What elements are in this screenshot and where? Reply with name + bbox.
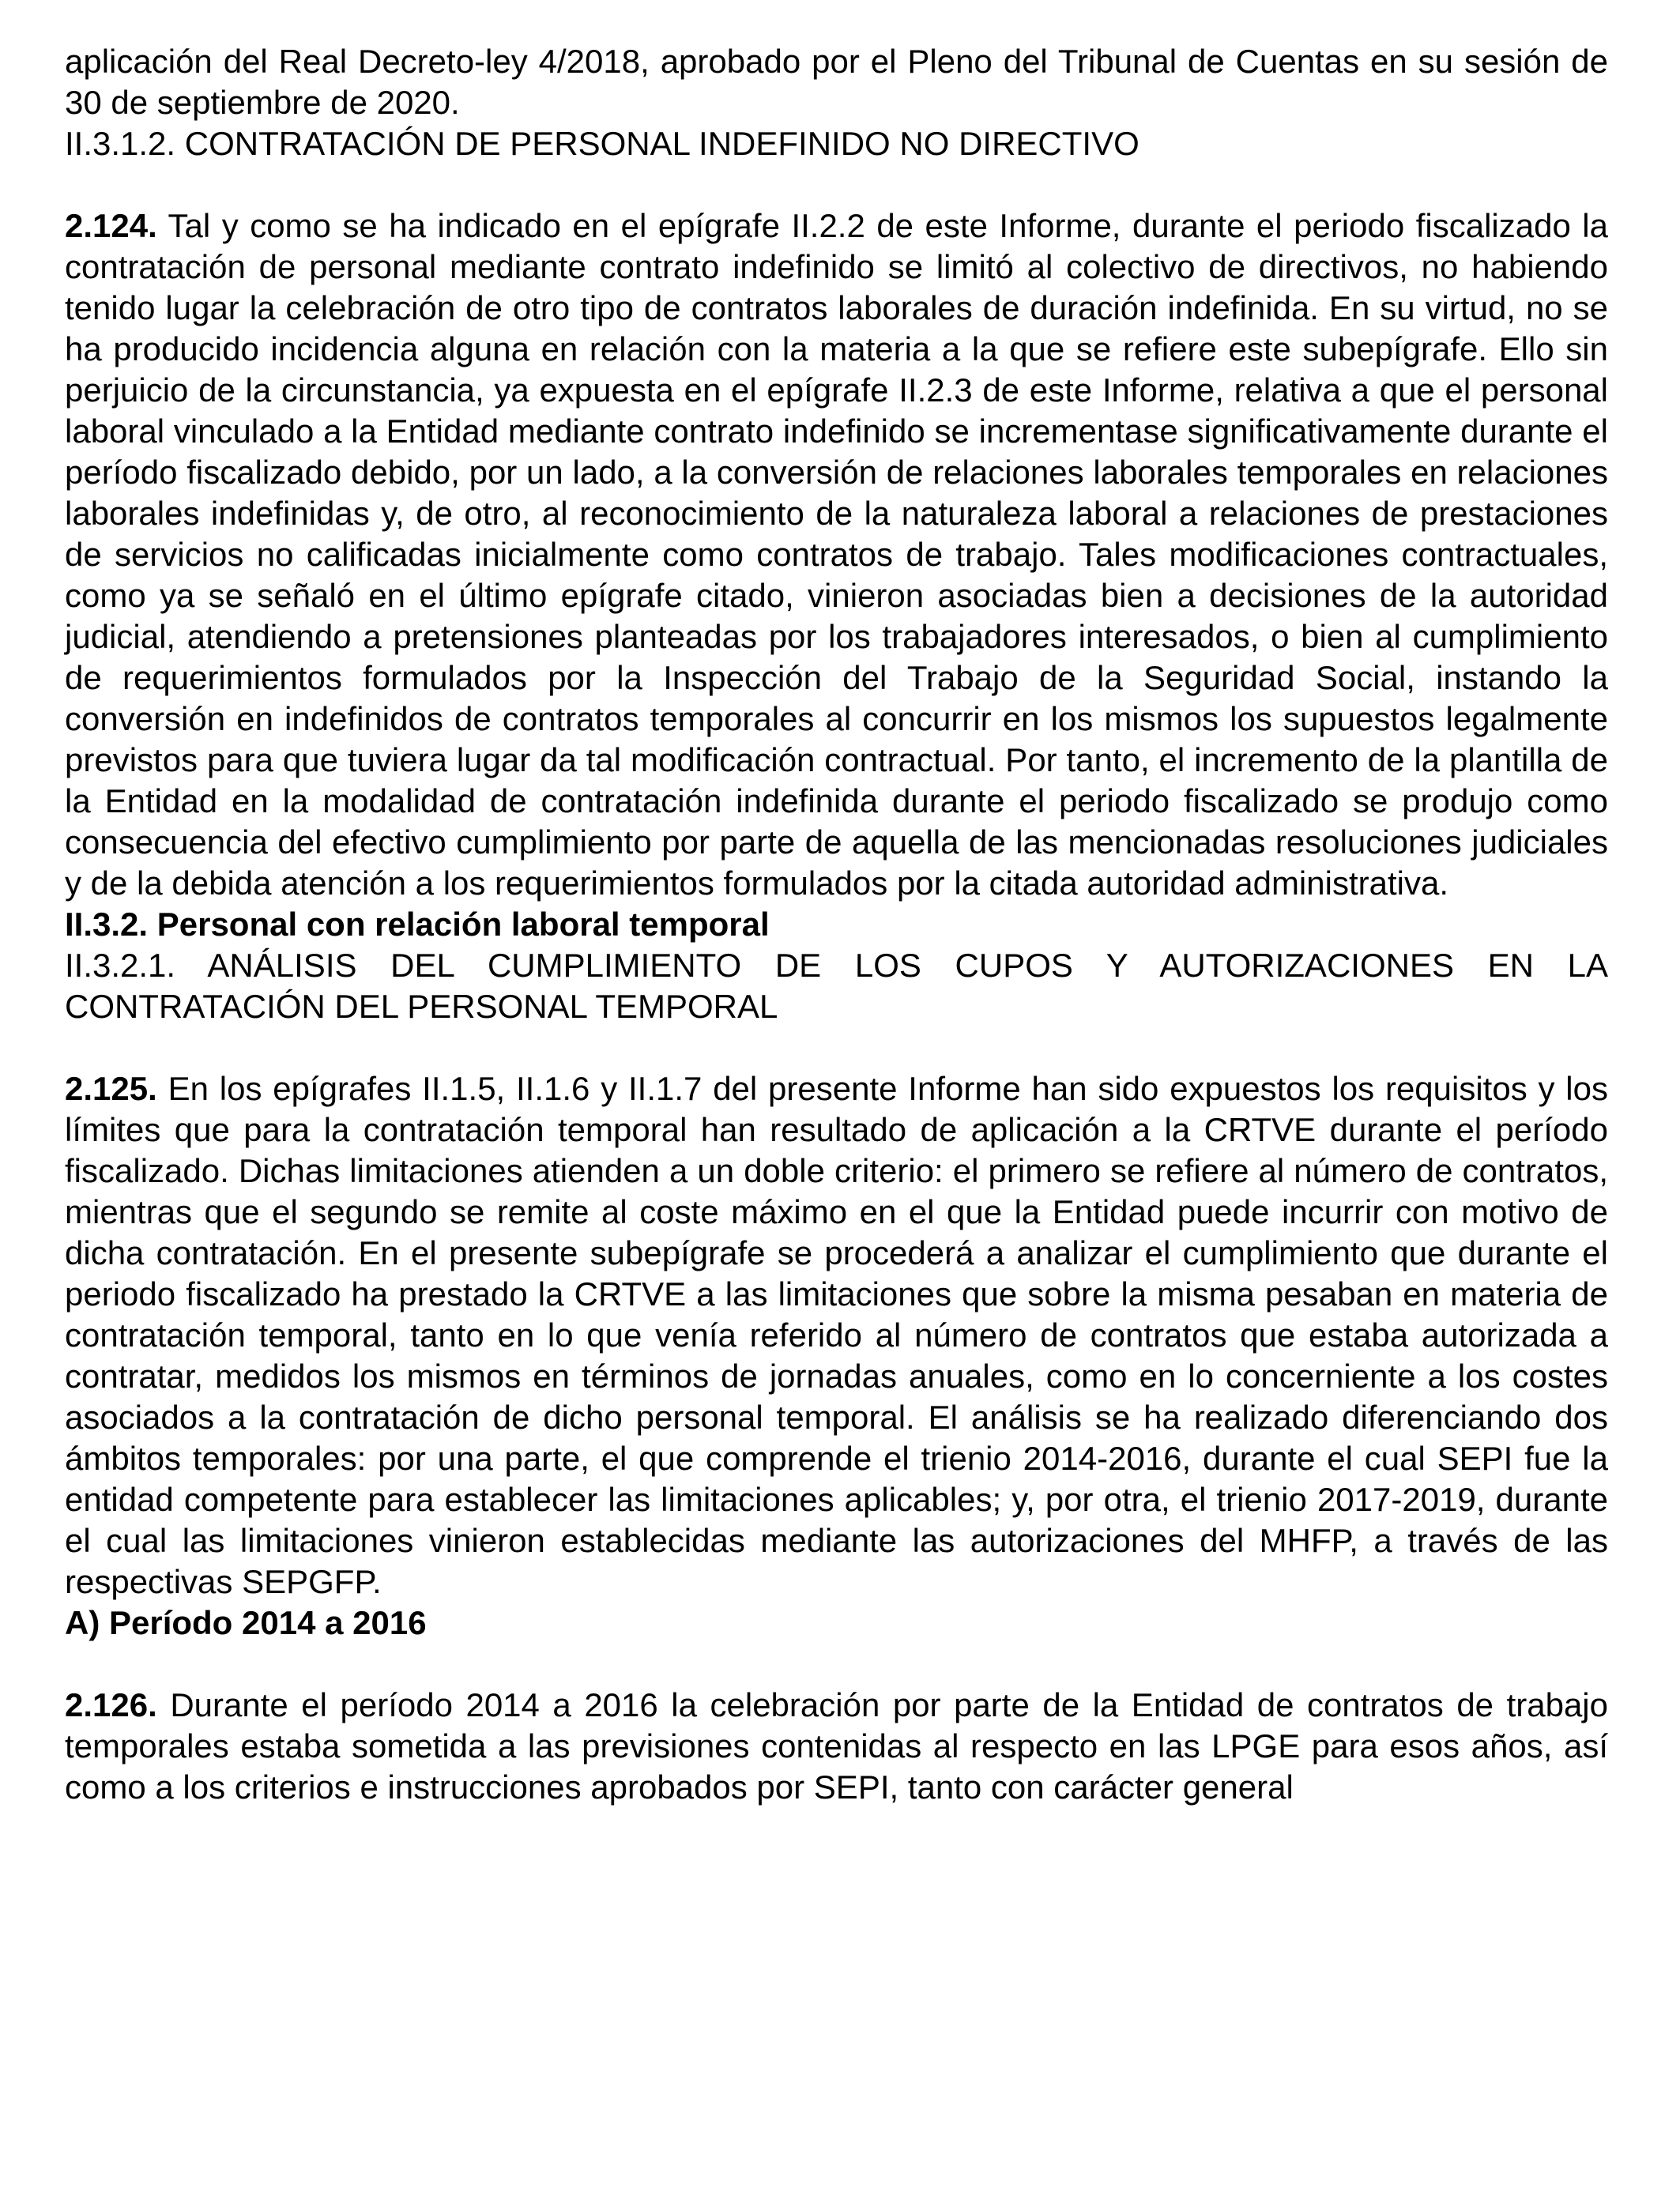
section-heading-2-3-2: II.3.2. Personal con relación laboral temporal [65, 906, 770, 943]
paragraph-2-124 [65, 205, 1608, 904]
paragraph-text: Tal y como se ha indicado en el epígrafe II.2.2 de este Informe, durante el periodo fiscalizado la contratación de personal mediante contrato indefinido se limitó al colectivo de directivos, no habiendo tenido lugar la celebración de otro tipo de contratos laborales de duración indefinida. En su virtud, no se ha producido incidencia alguna en relación con la materia a la que se refiere este subepígrafe. Ello sin perjuicio de la circunstancia, ya expuesta en el epígrafe II.2.3 de este Informe, relativa a que el personal laboral vinculado a la Entidad mediante contrato indefinido se incrementase significativamente durante el período fiscalizado debido, por un lado, a la conversión de relaciones laborales temporales en relaciones laborales indefinidas y, de otro, al reconocimiento de la naturaleza laboral a relaciones de prestaciones de servicios no calificadas inicialmente como contratos de trabajo. Tales modificaciones contractuales, como ya se señaló en el último epígrafe citado, vinieron asociadas bien a decisiones de la autoridad judicial, atendiendo a pretensiones planteadas por los trabajadores interesados, o bien al cumplimiento de requerimientos formulados por la Inspección del Trabajo de la Seguridad Social, instando la conversión en indefinidos de contratos temporales al concurrir en los mismos los supuestos legalmente previstos para que tuviera lugar da tal modificación contractual. Por tanto, el incremento de la plantilla de la Entidad en la modalidad de contratación indefinida durante el periodo fiscalizado se produjo como consecuencia del efectivo cumplimiento por parte de aquella de las mencionadas resoluciones judiciales y de la debida atención a los requerimientos formulados por la citada autoridad administrativa. [65, 207, 1608, 902]
intro-paragraph: aplicación del Real Decreto-ley 4/2018, aprobado por el Pleno del Tribunal de Cuentas en su sesión de 30 de septiembre de 2020. [65, 43, 1608, 121]
section-heading-2-3-2-1: II.3.2.1. ANÁLISIS DEL CUMPLIMIENTO DE LOS CUPOS Y AUTORIZACIONES EN LA CONTRATACIÓN DEL PERSONAL TEMPORAL [65, 947, 1608, 1025]
paragraph-text: En los epígrafes II.1.5, II.1.6 y II.1.7 del presente Informe han sido expuestos los requisitos y los límites que para la contratación temporal han resultado de aplicación a la CRTVE durante el período fiscalizado. Dichas limitaciones atienden a un doble criterio: el primero se refiere al número de contratos, mientras que el segundo se remite al coste máximo en el que la Entidad puede incurrir con motivo de dicha contratación. En el presente subepígrafe se procederá a analizar el cumplimiento que durante el periodo fiscalizado ha prestado la CRTVE a las limitaciones que sobre la misma pesaban en materia de contratación temporal, tanto en lo que venía referido al número de contratos que estaba autorizada a contratar, medidos los mismos en términos de jornadas anuales, como en lo concerniente a los costes asociados a la contratación de dicho personal temporal. El análisis se ha realizado diferenciando dos ámbitos temporales: por una parte, el que comprende el trienio 2014-2016, durante el cual SEPI fue la entidad competente para establecer las limitaciones aplicables; y, por otra, el trienio 2017-2019, durante el cual las limitaciones vinieron establecidas mediante las autorizaciones del MHFP, a través de las respectivas SEPGFP. [65, 1070, 1608, 1600]
paragraph-2-125 [65, 1068, 1608, 1603]
section-heading-a: A) Período 2014 a 2016 [65, 1604, 427, 1641]
document-page [65, 41, 1608, 1808]
paragraph-text: Durante el período 2014 a 2016 la celebración por parte de la Entidad de contratos de trabajo temporales estaba sometida a las previsiones contenidas al respecto en las LPGE para esos años, así como a los criterios e instrucciones aprobados por SEPI, tanto con carácter general [65, 1686, 1608, 1806]
paragraph-number: 2.124. [65, 207, 157, 244]
section-heading-2-3-1-2: II.3.1.2. CONTRATACIÓN DE PERSONAL INDEFINIDO NO DIRECTIVO [65, 125, 1139, 162]
paragraph-number: 2.125. [65, 1070, 157, 1107]
paragraph-number: 2.126. [65, 1686, 157, 1723]
paragraph-2-126 [65, 1685, 1608, 1808]
